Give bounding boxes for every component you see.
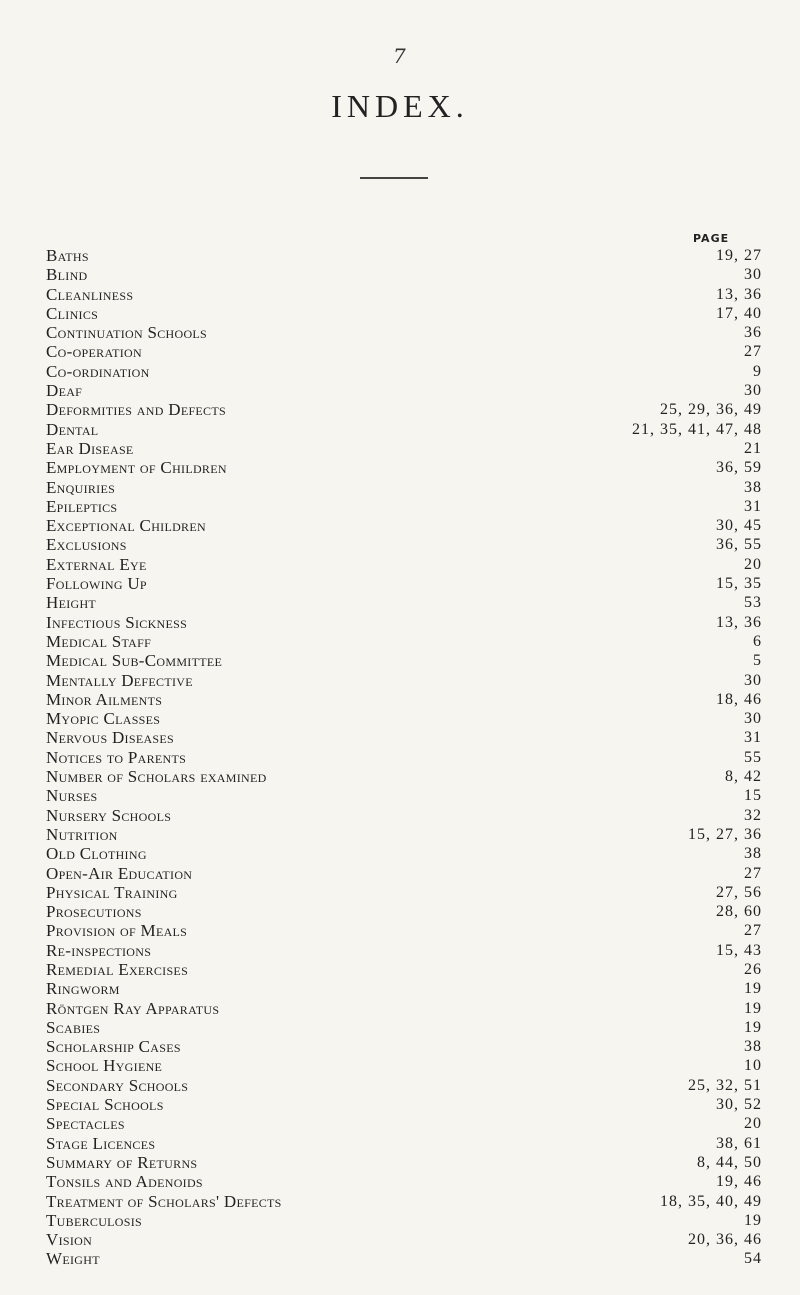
index-entry xyxy=(46,1211,762,1230)
index-entry xyxy=(46,767,762,786)
index-entry-label: Enquiries xyxy=(46,477,116,497)
index-entry xyxy=(46,613,762,632)
index-entry-label: Deaf xyxy=(46,381,83,401)
index-entry-pages: 15, 43 xyxy=(716,941,762,959)
index-entry-pages: 38, 61 xyxy=(716,1134,762,1152)
index-entry-pages: 19 xyxy=(744,980,762,998)
index-entry-pages: 20 xyxy=(744,1115,762,1133)
index-entry-label: Myopic Classes xyxy=(46,709,161,729)
index-entry-label: Blind xyxy=(46,265,88,285)
index-entry xyxy=(46,864,762,883)
index-entry xyxy=(46,362,762,381)
index-entry-pages: 27, 56 xyxy=(716,883,762,901)
index-entry-pages: 21 xyxy=(744,439,762,457)
index-entry-pages: 38 xyxy=(744,1038,762,1056)
index-entry xyxy=(46,1114,762,1133)
index-entry-pages: 17, 40 xyxy=(716,304,762,322)
index-entry-pages: 10 xyxy=(744,1057,762,1075)
index-entry xyxy=(46,439,762,458)
index-entry xyxy=(46,1095,762,1114)
index-entry-pages: 30 xyxy=(744,266,762,284)
index-entry-label: Prosecutions xyxy=(46,902,142,922)
index-entry-pages: 8, 42 xyxy=(725,768,762,786)
index-entry xyxy=(46,709,762,728)
index-entry-pages: 31 xyxy=(744,729,762,747)
index-entry xyxy=(46,265,762,284)
index-entry xyxy=(46,999,762,1018)
index-entry xyxy=(46,825,762,844)
index-entry xyxy=(46,1192,762,1211)
index-entry-pages: 32 xyxy=(744,806,762,824)
index-entry-pages: 15, 27, 36 xyxy=(688,825,762,843)
index-entry-label: Secondary Schools xyxy=(46,1075,189,1095)
index-entry-label: Ear Disease xyxy=(46,438,134,458)
index-entry xyxy=(46,535,762,554)
index-entry xyxy=(46,285,762,304)
index-entry xyxy=(46,478,762,497)
index-entry xyxy=(46,1037,762,1056)
index-entry-label: Stage Licences xyxy=(46,1133,156,1153)
index-entry-pages: 19, 27 xyxy=(716,247,762,264)
index-entry-pages: 36 xyxy=(744,324,762,342)
index-entry xyxy=(46,1134,762,1153)
index-entry-label: Physical Training xyxy=(46,882,178,902)
index-entry xyxy=(46,806,762,825)
index-entry-pages: 20 xyxy=(744,555,762,573)
index-entry-pages: 27 xyxy=(744,864,762,882)
index-entry-label: Co-operation xyxy=(46,342,142,362)
index-entry-label: Weight xyxy=(46,1249,100,1269)
index-entry-pages: 8, 44, 50 xyxy=(697,1153,762,1171)
index-entry-pages: 30, 52 xyxy=(716,1096,762,1114)
index-entry-pages: 27 xyxy=(744,922,762,940)
index-entry xyxy=(46,748,762,767)
index-entry xyxy=(46,458,762,477)
index-entry xyxy=(46,516,762,535)
index-entry-pages: 30 xyxy=(744,671,762,689)
index-entry-label: Clinics xyxy=(46,303,99,323)
index-entry xyxy=(46,728,762,747)
index-entry xyxy=(46,690,762,709)
index-entries xyxy=(46,246,762,1269)
page-number: 7 xyxy=(393,44,406,68)
index-entry-label: Provision of Meals xyxy=(46,921,188,941)
index-entry-pages: 28, 60 xyxy=(716,903,762,921)
page-title: INDEX. xyxy=(331,88,469,124)
index-entry-pages: 6 xyxy=(753,632,762,650)
index-entry xyxy=(46,323,762,342)
index-entry-label: Vision xyxy=(46,1230,93,1250)
index-entry-pages: 25, 32, 51 xyxy=(688,1076,762,1094)
index-entry xyxy=(46,342,762,361)
index-entry-label: Scholarship Cases xyxy=(46,1037,181,1057)
index-entry xyxy=(46,246,762,265)
index-entry-pages: 13, 36 xyxy=(716,613,762,631)
index-entry-label: Cleanliness xyxy=(46,284,134,304)
index-entry-pages: 27 xyxy=(744,343,762,361)
index-entry-label: Re-inspections xyxy=(46,940,152,960)
index-entry-pages: 19, 46 xyxy=(716,1173,762,1191)
index-entry xyxy=(46,1153,762,1172)
index-entry-pages: 38 xyxy=(744,478,762,496)
index-entry-label: Medical Staff xyxy=(46,631,152,651)
index-entry-pages: 38 xyxy=(744,845,762,863)
index-entry-pages: 19 xyxy=(744,1211,762,1229)
page-column-header: PAGE xyxy=(693,232,730,245)
index-entry-label: School Hygiene xyxy=(46,1056,163,1076)
index-entry xyxy=(46,979,762,998)
index-entry-pages: 19 xyxy=(744,1018,762,1036)
index-entry-pages: 30 xyxy=(744,382,762,400)
index-entry-label: Exceptional Children xyxy=(46,516,206,536)
index-entry-label: Employment of Children xyxy=(46,458,227,478)
index-entry-label: Nurses xyxy=(46,786,98,806)
index-entry-label: External Eye xyxy=(46,554,147,574)
index-entry-label: Open-Air Education xyxy=(46,863,193,883)
index-entry-label: Röntgen Ray Apparatus xyxy=(46,998,220,1018)
index-entry-pages: 5 xyxy=(753,652,762,670)
index-entry-pages: 36, 59 xyxy=(716,459,762,477)
index-entry-label: Epileptics xyxy=(46,496,118,516)
index-entry-label: Exclusions xyxy=(46,535,127,555)
index-entry xyxy=(46,960,762,979)
index-entry-label: Following Up xyxy=(46,574,147,594)
index-entry-pages: 19 xyxy=(744,999,762,1017)
index-entry xyxy=(46,671,762,690)
index-entry-label: Treatment of Scholars' Defects xyxy=(46,1191,282,1211)
index-entry xyxy=(46,555,762,574)
index-entry-label: Infectious Sickness xyxy=(46,612,188,632)
index-entry-label: Deformities and Defects xyxy=(46,400,226,420)
index-entry-label: Continuation Schools xyxy=(46,323,208,343)
index-entry xyxy=(46,941,762,960)
index-entry-label: Nutrition xyxy=(46,824,118,844)
index-entry xyxy=(46,1230,762,1249)
index-entry-label: Notices to Parents xyxy=(46,747,187,767)
index-entry-pages: 9 xyxy=(753,362,762,380)
index-entry xyxy=(46,304,762,323)
index-entry-label: Mentally Defective xyxy=(46,670,193,690)
index-entry-label: Old Clothing xyxy=(46,844,147,864)
index-entry-pages: 13, 36 xyxy=(716,285,762,303)
index-entry xyxy=(46,381,762,400)
index-entry-pages: 26 xyxy=(744,960,762,978)
index-entry-pages: 55 xyxy=(744,748,762,766)
index-entry-pages: 25, 29, 36, 49 xyxy=(660,401,762,419)
index-entry-label: Co-ordination xyxy=(46,361,150,381)
index-entry-pages: 31 xyxy=(744,497,762,515)
index-entry-pages: 30 xyxy=(744,710,762,728)
index-entry-label: Remedial Exercises xyxy=(46,959,189,979)
index-entry-label: Dental xyxy=(46,419,99,439)
index-entry-pages: 30, 45 xyxy=(716,517,762,535)
index-entry xyxy=(46,844,762,863)
index-entry-pages: 15, 35 xyxy=(716,575,762,593)
index-entry-label: Spectacles xyxy=(46,1114,125,1134)
index-entry-pages: 18, 35, 40, 49 xyxy=(660,1192,762,1210)
index-entry-label: Nursery Schools xyxy=(46,805,172,825)
index-entry-pages: 54 xyxy=(744,1250,762,1268)
index-entry-pages: 53 xyxy=(744,594,762,612)
index-entry-pages: 21, 35, 41, 47, 48 xyxy=(632,420,762,438)
index-entry-label: Baths xyxy=(46,246,89,265)
index-entry-label: Tonsils and Adenoids xyxy=(46,1172,203,1192)
index-entry xyxy=(46,593,762,612)
index-entry-label: Height xyxy=(46,593,97,613)
index-entry-label: Special Schools xyxy=(46,1095,164,1115)
index-entry-pages: 20, 36, 46 xyxy=(688,1231,762,1249)
index-entry xyxy=(46,400,762,419)
index-entry-pages: 18, 46 xyxy=(716,690,762,708)
index-entry xyxy=(46,651,762,670)
index-entry-label: Number of Scholars examined xyxy=(46,767,267,787)
index-entry xyxy=(46,420,762,439)
index-entry xyxy=(46,632,762,651)
index-entry xyxy=(46,1076,762,1095)
index-entry xyxy=(46,1018,762,1037)
index-entry xyxy=(46,786,762,805)
index-entry xyxy=(46,1249,762,1268)
index-entry-label: Medical Sub-Committee xyxy=(46,651,223,671)
index-entry-label: Summary of Returns xyxy=(46,1152,198,1172)
index-entry-pages: 36, 55 xyxy=(716,536,762,554)
index-entry xyxy=(46,883,762,902)
index-entry-pages: 15 xyxy=(744,787,762,805)
index-entry-label: Minor Ailments xyxy=(46,689,163,709)
index-entry-label: Ringworm xyxy=(46,979,120,999)
title-rule xyxy=(360,177,428,179)
index-entry xyxy=(46,1172,762,1191)
index-entry xyxy=(46,1056,762,1075)
index-entry xyxy=(46,902,762,921)
index-entry-label: Tuberculosis xyxy=(46,1210,142,1230)
index-entry xyxy=(46,497,762,516)
index-entry xyxy=(46,921,762,940)
index-entry xyxy=(46,574,762,593)
index-entry-label: Scabies xyxy=(46,1017,101,1037)
index-entry-label: Nervous Diseases xyxy=(46,728,174,748)
